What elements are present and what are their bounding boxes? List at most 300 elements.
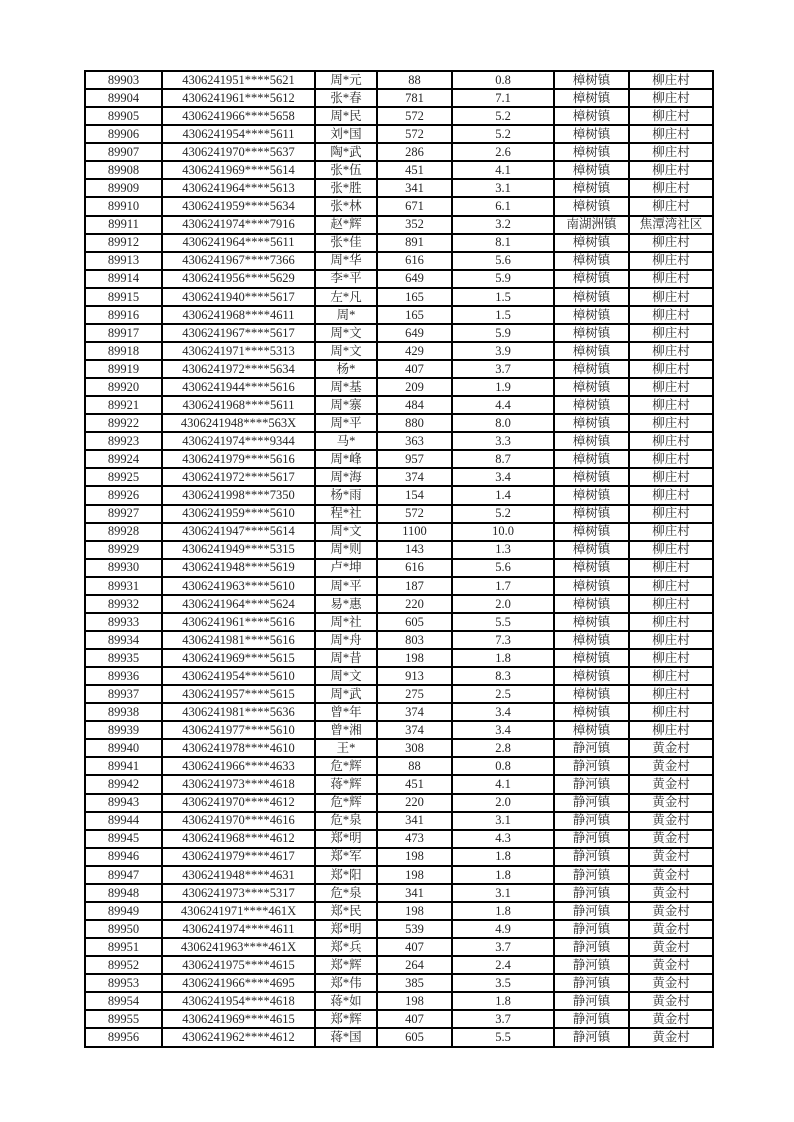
cell-percentage: 3.4 <box>452 468 554 486</box>
table-row <box>85 541 713 559</box>
cell-percentage: 1.4 <box>452 486 554 504</box>
cell-village: 柳庄村 <box>629 197 713 215</box>
cell-village: 柳庄村 <box>629 378 713 396</box>
cell-name: 张*伍 <box>315 161 377 179</box>
cell-amount: 88 <box>377 71 452 89</box>
cell-village: 黄金村 <box>629 1028 713 1047</box>
cell-percentage: 0.8 <box>452 757 554 775</box>
table-row <box>85 812 713 830</box>
cell-id-number: 4306241967****5617 <box>162 324 315 342</box>
cell-town: 樟树镇 <box>554 541 629 559</box>
cell-percentage: 4.9 <box>452 920 554 938</box>
cell-amount: 616 <box>377 559 452 577</box>
table-row <box>85 649 713 667</box>
cell-village: 柳庄村 <box>629 161 713 179</box>
cell-amount: 803 <box>377 631 452 649</box>
cell-amount: 352 <box>377 216 452 234</box>
table-row <box>85 486 713 504</box>
cell-id-number: 4306241974****4611 <box>162 920 315 938</box>
table-row <box>85 505 713 523</box>
cell-name: 郑*兵 <box>315 938 377 956</box>
cell-percentage: 2.5 <box>452 685 554 703</box>
cell-serial-number: 89914 <box>85 270 162 288</box>
table-row <box>85 216 713 234</box>
table-row <box>85 523 713 541</box>
table-row <box>85 613 713 631</box>
cell-id-number: 4306241948****5619 <box>162 559 315 577</box>
cell-id-number: 4306241970****4612 <box>162 794 315 812</box>
cell-id-number: 4306241957****5615 <box>162 685 315 703</box>
table-row <box>85 179 713 197</box>
cell-amount: 1100 <box>377 523 452 541</box>
cell-village: 柳庄村 <box>629 396 713 414</box>
cell-serial-number: 89919 <box>85 360 162 378</box>
cell-amount: 341 <box>377 884 452 902</box>
cell-serial-number: 89918 <box>85 342 162 360</box>
cell-percentage: 3.9 <box>452 342 554 360</box>
table-row <box>85 631 713 649</box>
cell-name: 周*平 <box>315 577 377 595</box>
table-row <box>85 739 713 757</box>
cell-village: 柳庄村 <box>629 288 713 306</box>
cell-name: 刘*国 <box>315 125 377 143</box>
cell-serial-number: 89955 <box>85 1010 162 1028</box>
cell-id-number: 4306241981****5636 <box>162 703 315 721</box>
cell-name: 郑*辉 <box>315 956 377 974</box>
cell-village: 柳庄村 <box>629 89 713 107</box>
table-row <box>85 270 713 288</box>
cell-name: 左*凡 <box>315 288 377 306</box>
cell-town: 樟树镇 <box>554 414 629 432</box>
cell-percentage: 3.3 <box>452 432 554 450</box>
table-row <box>85 992 713 1010</box>
cell-amount: 605 <box>377 1028 452 1047</box>
cell-amount: 385 <box>377 974 452 992</box>
table-row <box>85 234 713 252</box>
cell-amount: 220 <box>377 595 452 613</box>
table-row <box>85 432 713 450</box>
table-row <box>85 956 713 974</box>
table-row <box>85 920 713 938</box>
table-row <box>85 378 713 396</box>
cell-village: 柳庄村 <box>629 468 713 486</box>
cell-town: 樟树镇 <box>554 161 629 179</box>
cell-percentage: 2.8 <box>452 739 554 757</box>
cell-village: 黄金村 <box>629 830 713 848</box>
cell-percentage: 3.5 <box>452 974 554 992</box>
cell-amount: 616 <box>377 252 452 270</box>
cell-town: 静河镇 <box>554 884 629 902</box>
cell-amount: 913 <box>377 667 452 685</box>
cell-town: 樟树镇 <box>554 179 629 197</box>
cell-amount: 572 <box>377 125 452 143</box>
cell-name: 周*社 <box>315 613 377 631</box>
cell-name: 程*社 <box>315 505 377 523</box>
cell-serial-number: 89948 <box>85 884 162 902</box>
cell-id-number: 4306241979****4617 <box>162 848 315 866</box>
table-row <box>85 125 713 143</box>
cell-name: 郑*民 <box>315 902 377 920</box>
cell-village: 黄金村 <box>629 866 713 884</box>
cell-id-number: 4306241968****5611 <box>162 396 315 414</box>
cell-name: 张*林 <box>315 197 377 215</box>
cell-amount: 363 <box>377 432 452 450</box>
cell-name: 郑*阳 <box>315 866 377 884</box>
cell-percentage: 3.7 <box>452 938 554 956</box>
cell-village: 柳庄村 <box>629 234 713 252</box>
cell-town: 樟树镇 <box>554 71 629 89</box>
table-row <box>85 757 713 775</box>
table-row <box>85 866 713 884</box>
cell-id-number: 4306241974****9344 <box>162 432 315 450</box>
cell-name: 周*文 <box>315 667 377 685</box>
cell-town: 静河镇 <box>554 830 629 848</box>
table-row <box>85 143 713 161</box>
cell-id-number: 4306241981****5616 <box>162 631 315 649</box>
cell-village: 黄金村 <box>629 812 713 830</box>
cell-amount: 649 <box>377 324 452 342</box>
table-row <box>85 559 713 577</box>
cell-town: 樟树镇 <box>554 631 629 649</box>
cell-percentage: 1.8 <box>452 902 554 920</box>
cell-village: 柳庄村 <box>629 143 713 161</box>
cell-town: 静河镇 <box>554 992 629 1010</box>
cell-serial-number: 89904 <box>85 89 162 107</box>
cell-id-number: 4306241978****4610 <box>162 739 315 757</box>
cell-amount: 781 <box>377 89 452 107</box>
cell-name: 张*胜 <box>315 179 377 197</box>
cell-amount: 374 <box>377 468 452 486</box>
table-row <box>85 902 713 920</box>
cell-id-number: 4306241963****461X <box>162 938 315 956</box>
table-row <box>85 775 713 793</box>
cell-percentage: 1.3 <box>452 541 554 559</box>
cell-name: 赵*辉 <box>315 216 377 234</box>
cell-amount: 198 <box>377 848 452 866</box>
table-row <box>85 197 713 215</box>
cell-id-number: 4306241969****5615 <box>162 649 315 667</box>
cell-id-number: 4306241940****5617 <box>162 288 315 306</box>
table-row <box>85 830 713 848</box>
table-row <box>85 450 713 468</box>
cell-serial-number: 89950 <box>85 920 162 938</box>
cell-percentage: 3.7 <box>452 360 554 378</box>
cell-id-number: 4306241998****7350 <box>162 486 315 504</box>
cell-town: 樟树镇 <box>554 396 629 414</box>
table-row <box>85 974 713 992</box>
table-row <box>85 721 713 739</box>
cell-town: 樟树镇 <box>554 486 629 504</box>
cell-name: 蒋*辉 <box>315 775 377 793</box>
cell-name: 危*辉 <box>315 794 377 812</box>
cell-village: 黄金村 <box>629 1010 713 1028</box>
cell-town: 樟树镇 <box>554 125 629 143</box>
cell-town: 樟树镇 <box>554 685 629 703</box>
cell-serial-number: 89953 <box>85 974 162 992</box>
cell-percentage: 4.4 <box>452 396 554 414</box>
table-row <box>85 396 713 414</box>
table-row <box>85 324 713 342</box>
cell-village: 黄金村 <box>629 739 713 757</box>
cell-town: 静河镇 <box>554 848 629 866</box>
cell-serial-number: 89924 <box>85 450 162 468</box>
cell-name: 周*文 <box>315 342 377 360</box>
cell-id-number: 4306241964****5611 <box>162 234 315 252</box>
cell-percentage: 5.2 <box>452 107 554 125</box>
cell-id-number: 4306241966****5658 <box>162 107 315 125</box>
cell-id-number: 4306241944****5616 <box>162 378 315 396</box>
cell-town: 樟树镇 <box>554 252 629 270</box>
cell-id-number: 4306241954****4618 <box>162 992 315 1010</box>
table-row <box>85 667 713 685</box>
cell-name: 张*春 <box>315 89 377 107</box>
cell-serial-number: 89937 <box>85 685 162 703</box>
table-row <box>85 342 713 360</box>
cell-percentage: 1.9 <box>452 378 554 396</box>
table-row <box>85 288 713 306</box>
cell-serial-number: 89952 <box>85 956 162 974</box>
cell-village: 柳庄村 <box>629 414 713 432</box>
cell-town: 樟树镇 <box>554 288 629 306</box>
cell-town: 静河镇 <box>554 757 629 775</box>
cell-percentage: 1.5 <box>452 288 554 306</box>
cell-name: 曾*湘 <box>315 721 377 739</box>
cell-id-number: 4306241971****5313 <box>162 342 315 360</box>
cell-village: 柳庄村 <box>629 107 713 125</box>
cell-town: 静河镇 <box>554 794 629 812</box>
cell-town: 樟树镇 <box>554 649 629 667</box>
cell-id-number: 4306241954****5611 <box>162 125 315 143</box>
cell-village: 柳庄村 <box>629 559 713 577</box>
cell-name: 周*文 <box>315 324 377 342</box>
cell-serial-number: 89942 <box>85 775 162 793</box>
cell-name: 曾*年 <box>315 703 377 721</box>
cell-town: 静河镇 <box>554 1028 629 1047</box>
cell-amount: 451 <box>377 775 452 793</box>
cell-id-number: 4306241966****4633 <box>162 757 315 775</box>
cell-amount: 165 <box>377 288 452 306</box>
cell-serial-number: 89908 <box>85 161 162 179</box>
cell-amount: 198 <box>377 992 452 1010</box>
cell-name: 周*华 <box>315 252 377 270</box>
cell-town: 樟树镇 <box>554 559 629 577</box>
cell-name: 周*峰 <box>315 450 377 468</box>
cell-serial-number: 89945 <box>85 830 162 848</box>
cell-name: 蒋*如 <box>315 992 377 1010</box>
cell-village: 黄金村 <box>629 775 713 793</box>
cell-percentage: 5.9 <box>452 270 554 288</box>
cell-name: 郑*明 <box>315 830 377 848</box>
cell-amount: 473 <box>377 830 452 848</box>
table-row <box>85 360 713 378</box>
cell-town: 樟树镇 <box>554 378 629 396</box>
cell-name: 周*舟 <box>315 631 377 649</box>
cell-id-number: 4306241949****5315 <box>162 541 315 559</box>
cell-village: 柳庄村 <box>629 324 713 342</box>
cell-village: 柳庄村 <box>629 685 713 703</box>
cell-id-number: 4306241956****5629 <box>162 270 315 288</box>
cell-percentage: 5.6 <box>452 252 554 270</box>
cell-serial-number: 89906 <box>85 125 162 143</box>
cell-serial-number: 89932 <box>85 595 162 613</box>
cell-amount: 374 <box>377 703 452 721</box>
cell-village: 黄金村 <box>629 920 713 938</box>
cell-serial-number: 89909 <box>85 179 162 197</box>
cell-serial-number: 89946 <box>85 848 162 866</box>
cell-town: 樟树镇 <box>554 667 629 685</box>
cell-village: 黄金村 <box>629 974 713 992</box>
cell-amount: 88 <box>377 757 452 775</box>
cell-id-number: 4306241951****5621 <box>162 71 315 89</box>
table-row <box>85 161 713 179</box>
cell-town: 静河镇 <box>554 739 629 757</box>
cell-name: 危*泉 <box>315 884 377 902</box>
cell-serial-number: 89922 <box>85 414 162 432</box>
cell-amount: 220 <box>377 794 452 812</box>
cell-town: 樟树镇 <box>554 613 629 631</box>
cell-id-number: 4306241970****4616 <box>162 812 315 830</box>
table-row <box>85 252 713 270</box>
table-row <box>85 89 713 107</box>
cell-town: 静河镇 <box>554 902 629 920</box>
cell-town: 静河镇 <box>554 775 629 793</box>
cell-serial-number: 89926 <box>85 486 162 504</box>
cell-amount: 572 <box>377 505 452 523</box>
table-row <box>85 938 713 956</box>
cell-id-number: 4306241959****5634 <box>162 197 315 215</box>
cell-id-number: 4306241971****461X <box>162 902 315 920</box>
cell-id-number: 4306241948****563X <box>162 414 315 432</box>
cell-village: 柳庄村 <box>629 649 713 667</box>
cell-id-number: 4306241975****4615 <box>162 956 315 974</box>
cell-percentage: 3.4 <box>452 721 554 739</box>
cell-name: 周*元 <box>315 71 377 89</box>
cell-village: 柳庄村 <box>629 505 713 523</box>
table-row <box>85 468 713 486</box>
cell-id-number: 4306241966****4695 <box>162 974 315 992</box>
cell-village: 黄金村 <box>629 794 713 812</box>
cell-percentage: 1.8 <box>452 848 554 866</box>
cell-serial-number: 89939 <box>85 721 162 739</box>
cell-percentage: 5.2 <box>452 125 554 143</box>
cell-percentage: 4.1 <box>452 161 554 179</box>
cell-town: 樟树镇 <box>554 360 629 378</box>
cell-amount: 451 <box>377 161 452 179</box>
cell-town: 樟树镇 <box>554 523 629 541</box>
cell-amount: 407 <box>377 360 452 378</box>
cell-village: 柳庄村 <box>629 179 713 197</box>
cell-town: 静河镇 <box>554 938 629 956</box>
cell-town: 樟树镇 <box>554 324 629 342</box>
cell-name: 马* <box>315 432 377 450</box>
cell-serial-number: 89915 <box>85 288 162 306</box>
cell-amount: 880 <box>377 414 452 432</box>
table-row <box>85 414 713 432</box>
cell-town: 南湖洲镇 <box>554 216 629 234</box>
cell-percentage: 3.7 <box>452 1010 554 1028</box>
cell-village: 柳庄村 <box>629 360 713 378</box>
cell-percentage: 8.1 <box>452 234 554 252</box>
cell-amount: 429 <box>377 342 452 360</box>
cell-village: 柳庄村 <box>629 450 713 468</box>
table-row <box>85 685 713 703</box>
cell-percentage: 4.1 <box>452 775 554 793</box>
cell-percentage: 5.5 <box>452 613 554 631</box>
cell-amount: 671 <box>377 197 452 215</box>
table-row <box>85 1010 713 1028</box>
cell-name: 郑*伟 <box>315 974 377 992</box>
cell-amount: 605 <box>377 613 452 631</box>
cell-name: 周*基 <box>315 378 377 396</box>
cell-serial-number: 89947 <box>85 866 162 884</box>
cell-id-number: 4306241969****5614 <box>162 161 315 179</box>
cell-name: 周*平 <box>315 414 377 432</box>
cell-amount: 407 <box>377 1010 452 1028</box>
cell-id-number: 4306241967****7366 <box>162 252 315 270</box>
cell-id-number: 4306241972****5634 <box>162 360 315 378</box>
cell-town: 静河镇 <box>554 1010 629 1028</box>
cell-amount: 143 <box>377 541 452 559</box>
cell-town: 樟树镇 <box>554 342 629 360</box>
cell-village: 柳庄村 <box>629 703 713 721</box>
cell-percentage: 1.8 <box>452 992 554 1010</box>
cell-village: 焦潭湾社区 <box>629 216 713 234</box>
cell-serial-number: 89929 <box>85 541 162 559</box>
cell-amount: 407 <box>377 938 452 956</box>
cell-percentage: 5.6 <box>452 559 554 577</box>
cell-name: 张*佳 <box>315 234 377 252</box>
cell-amount: 198 <box>377 902 452 920</box>
table-row <box>85 306 713 324</box>
cell-name: 杨* <box>315 360 377 378</box>
cell-serial-number: 89912 <box>85 234 162 252</box>
cell-id-number: 4306241961****5616 <box>162 613 315 631</box>
cell-town: 樟树镇 <box>554 107 629 125</box>
cell-town: 樟树镇 <box>554 234 629 252</box>
cell-serial-number: 89923 <box>85 432 162 450</box>
cell-name: 周*则 <box>315 541 377 559</box>
cell-percentage: 7.3 <box>452 631 554 649</box>
cell-amount: 341 <box>377 179 452 197</box>
cell-name: 周* <box>315 306 377 324</box>
cell-id-number: 4306241964****5613 <box>162 179 315 197</box>
cell-serial-number: 89935 <box>85 649 162 667</box>
cell-id-number: 4306241954****5610 <box>162 667 315 685</box>
table-row <box>85 884 713 902</box>
cell-id-number: 4306241977****5610 <box>162 721 315 739</box>
cell-amount: 187 <box>377 577 452 595</box>
cell-serial-number: 89928 <box>85 523 162 541</box>
cell-village: 柳庄村 <box>629 667 713 685</box>
cell-serial-number: 89903 <box>85 71 162 89</box>
cell-village: 柳庄村 <box>629 721 713 739</box>
cell-name: 杨*雨 <box>315 486 377 504</box>
cell-id-number: 4306241973****4618 <box>162 775 315 793</box>
cell-amount: 957 <box>377 450 452 468</box>
cell-name: 周*海 <box>315 468 377 486</box>
cell-town: 樟树镇 <box>554 197 629 215</box>
cell-serial-number: 89944 <box>85 812 162 830</box>
cell-amount: 341 <box>377 812 452 830</box>
cell-name: 危*泉 <box>315 812 377 830</box>
cell-serial-number: 89951 <box>85 938 162 956</box>
cell-name: 周*寨 <box>315 396 377 414</box>
cell-id-number: 4306241968****4612 <box>162 830 315 848</box>
cell-town: 樟树镇 <box>554 143 629 161</box>
cell-village: 柳庄村 <box>629 342 713 360</box>
cell-town: 樟树镇 <box>554 721 629 739</box>
cell-name: 周*昔 <box>315 649 377 667</box>
